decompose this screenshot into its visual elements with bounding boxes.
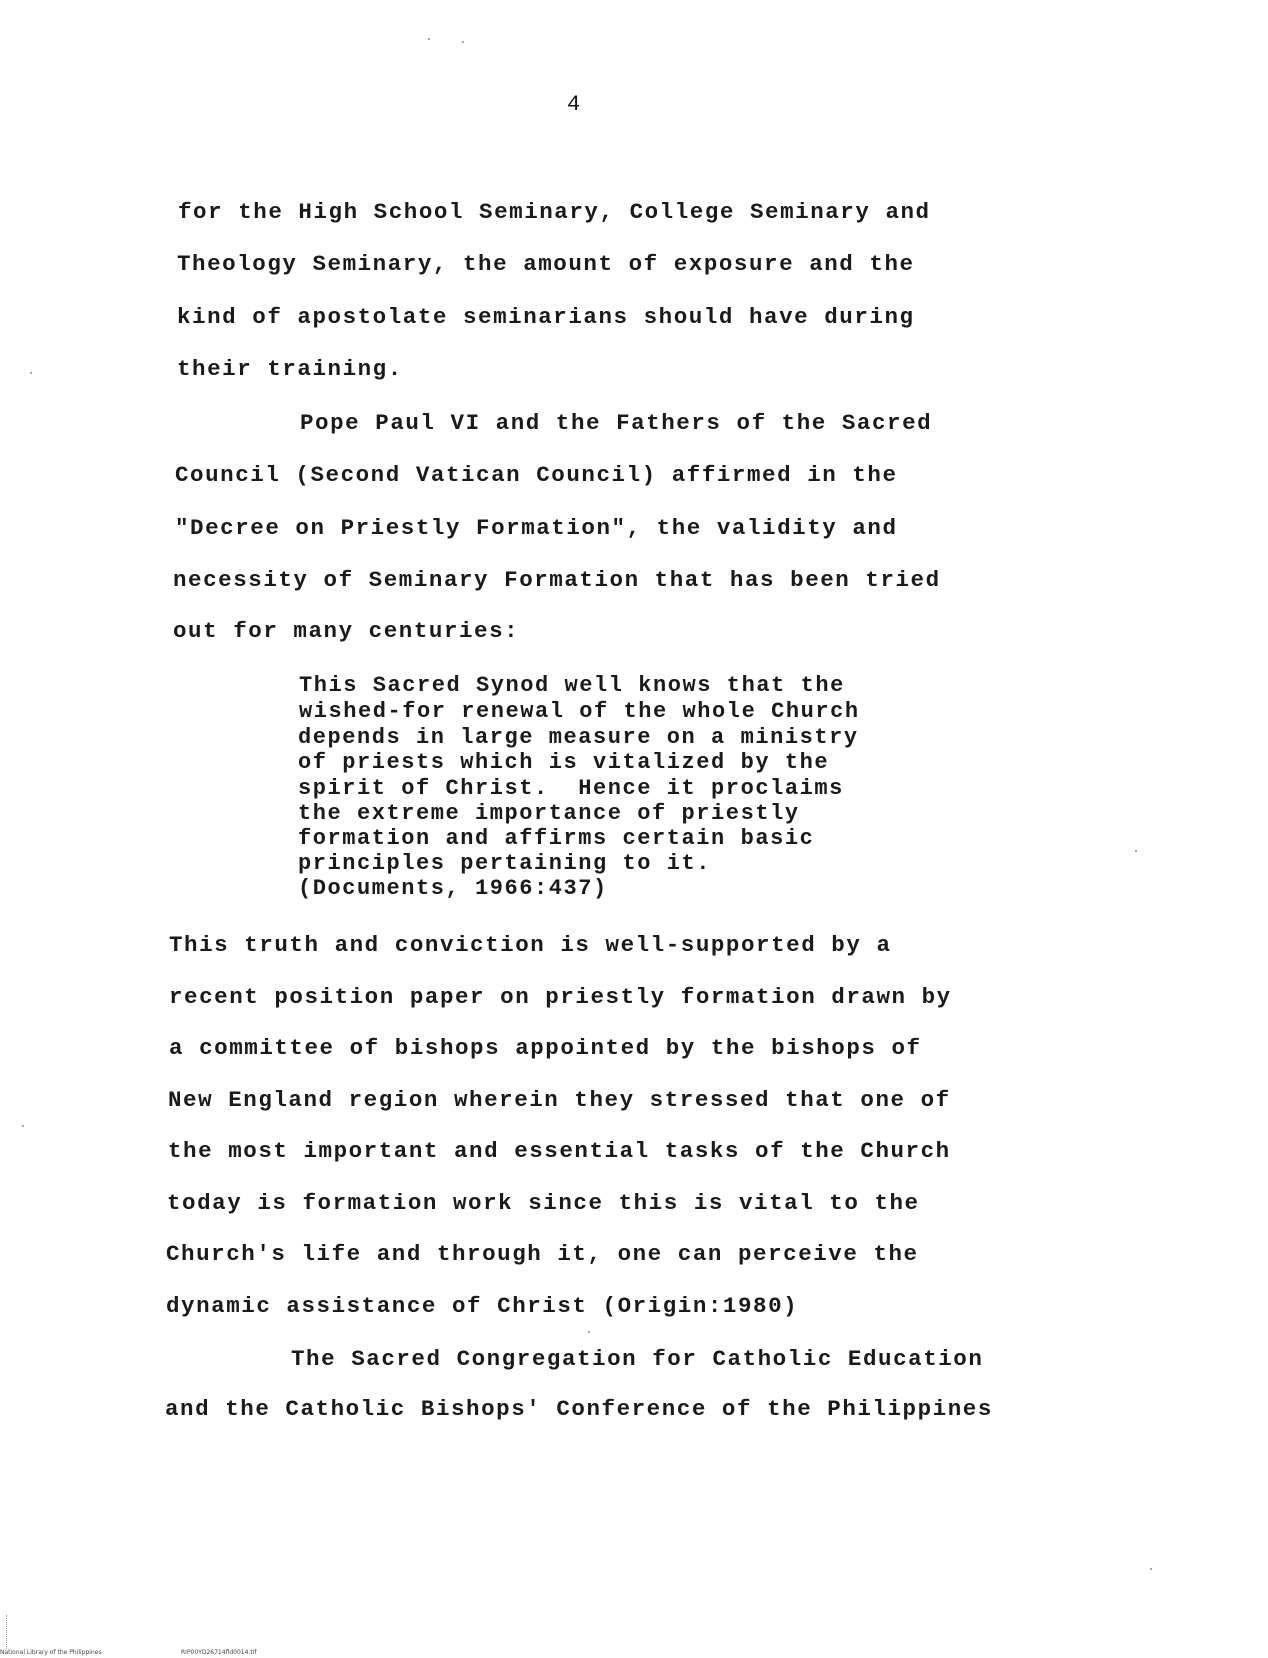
text-line: necessity of Seminary Formation that has been tried xyxy=(173,567,941,593)
scan-speck xyxy=(30,372,32,374)
text-line: This truth and conviction is well-supported by a xyxy=(169,932,892,958)
text-line: Theology Seminary, the amount of exposure and the xyxy=(177,251,915,277)
text-line: Church's life and through it, one can perceive the xyxy=(166,1241,919,1267)
text-line: Pope Paul VI and the Fathers of the Sacred xyxy=(300,410,933,436)
quote-line: wished-for renewal of the whole Church xyxy=(299,699,860,724)
text-line: Council (Second Vatican Council) affirmed in the xyxy=(175,462,898,488)
text-line: the most important and essential tasks of the Church xyxy=(168,1138,951,1164)
text-line: today is formation work since this is vital to the xyxy=(167,1190,920,1216)
quote-line: spirit of Christ. Hence it proclaims xyxy=(298,776,844,801)
quote-line: of priests which is vitalized by the xyxy=(298,750,830,775)
scan-speck xyxy=(588,1331,590,1333)
text-line: for the High School Seminary, College Seminary and xyxy=(178,199,931,225)
scan-speck xyxy=(1135,850,1137,852)
text-line: kind of apostolate seminarians should have during xyxy=(177,304,915,330)
quote-line: principles pertaining to it. xyxy=(298,851,712,876)
scan-speck xyxy=(1150,1568,1152,1570)
quote-citation: (Documents, 1966:437) xyxy=(298,876,608,901)
text-line: New England region wherein they stressed that one of xyxy=(168,1087,951,1113)
text-line: The Sacred Congregation for Catholic Education xyxy=(291,1346,984,1372)
quote-line: formation and affirms certain basic xyxy=(298,826,815,851)
text-line: a committee of bishops appointed by the bishops of xyxy=(169,1035,922,1061)
text-line: dynamic assistance of Christ (Origin:1980) xyxy=(166,1293,799,1319)
quote-line: depends in large measure on a ministry xyxy=(298,725,859,750)
footer-file-id: RIP00YD26714fld0014.tif xyxy=(181,1649,257,1656)
page-number: 4 xyxy=(567,92,582,117)
scan-speck xyxy=(462,41,464,43)
text-line: recent position paper on priestly formation drawn by xyxy=(169,984,952,1010)
scan-speck xyxy=(428,38,430,40)
quote-line: This Sacred Synod well knows that the xyxy=(299,673,845,698)
text-line: and the Catholic Bishops' Conference of the Philippines xyxy=(165,1396,993,1422)
text-line: out for many centuries: xyxy=(173,618,520,644)
quote-line: the extreme importance of priestly xyxy=(298,801,800,826)
text-line: "Decree on Priestly Formation", the validity and xyxy=(175,515,898,541)
scan-margin-mark xyxy=(6,1615,17,1649)
footer-library: National Library of the Philippines xyxy=(0,1649,102,1656)
text-line: their training. xyxy=(177,356,403,382)
scan-speck xyxy=(22,1125,24,1127)
